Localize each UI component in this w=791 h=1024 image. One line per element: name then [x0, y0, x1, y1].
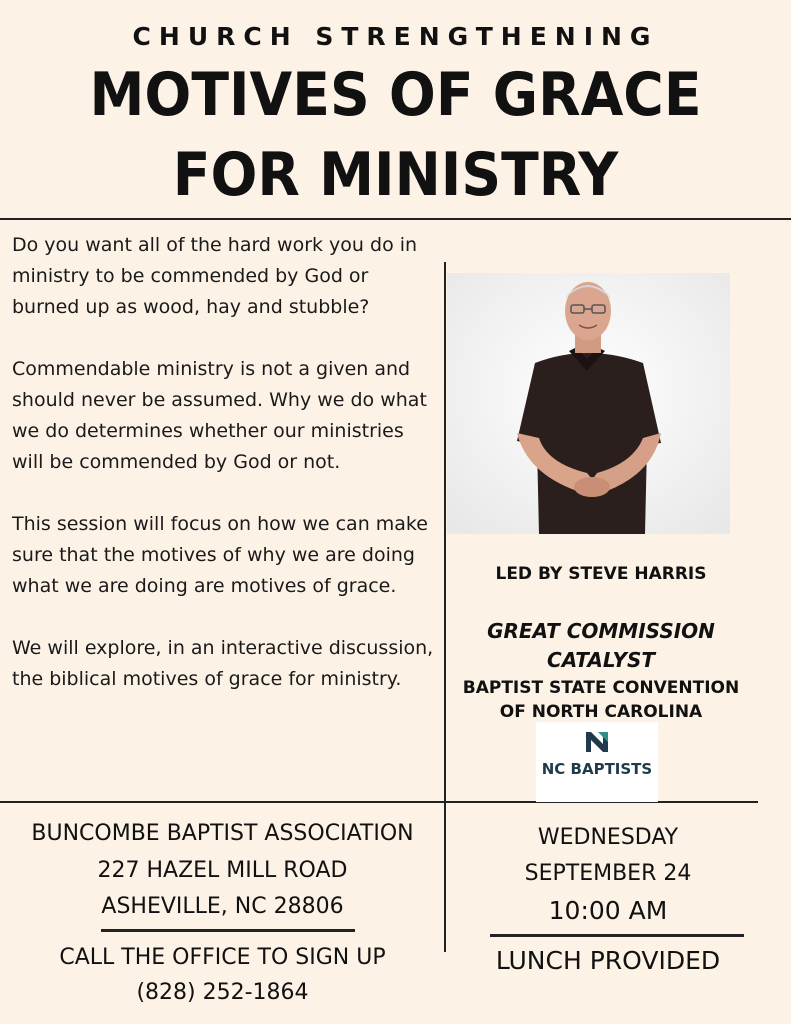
speaker-photo: [447, 273, 730, 534]
event-category: CHURCH STRENGTHENING: [132, 22, 659, 51]
description-paragraph: Do you want all of the hard work you do in ministry to be commended by God or burned up as wood, hay and stubble?: [12, 234, 418, 318]
event-day: WEDNESDAY: [537, 825, 679, 850]
event-title-line-2: FOR MINISTRY: [172, 140, 619, 210]
header-divider: [0, 218, 791, 220]
location-name: BUNCOMBE BAPTIST ASSOCIATION: [31, 821, 414, 846]
nc-baptists-logo: [536, 722, 658, 802]
organization-line-2: OF NORTH CAROLINA: [499, 702, 703, 722]
location-city: ASHEVILLE, NC 28806: [101, 894, 344, 919]
speaker-role-line-1: GREAT COMMISSION: [487, 619, 715, 643]
time-underline: [490, 934, 744, 937]
event-title-line-1: MOTIVES OF GRACE: [89, 60, 702, 130]
description-paragraph: This session will focus on how we can make sure that the motives of why we are doing what we are doing are motives of grace.: [12, 513, 428, 597]
phone-number: (828) 252-1864: [136, 980, 309, 1005]
organization-line-1: BAPTIST STATE CONVENTION: [462, 678, 740, 698]
description-paragraph: Commendable ministry is not a given and should never be assumed. Why we do what we do determines whether our ministries will be commended by God or not.: [12, 358, 427, 473]
location-street: 227 HAZEL MILL ROAD: [97, 858, 348, 883]
logo-text: NC BAPTISTS: [541, 760, 653, 778]
description-paragraph: We will explore, in an interactive discussion, the biblical motives of grace for ministry.: [12, 637, 434, 690]
lunch-note: LUNCH PROVIDED: [495, 946, 721, 975]
address-underline: [101, 929, 355, 932]
event-time: 10:00 AM: [548, 896, 668, 925]
nc-baptists-mark-icon: [584, 730, 610, 754]
speaker-role-line-2: CATALYST: [547, 648, 655, 672]
event-description: [12, 230, 440, 726]
speaker-name: LED BY STEVE HARRIS: [495, 564, 707, 584]
event-date: SEPTEMBER 24: [524, 861, 692, 886]
signup-instructions: CALL THE OFFICE TO SIGN UP: [59, 945, 386, 970]
